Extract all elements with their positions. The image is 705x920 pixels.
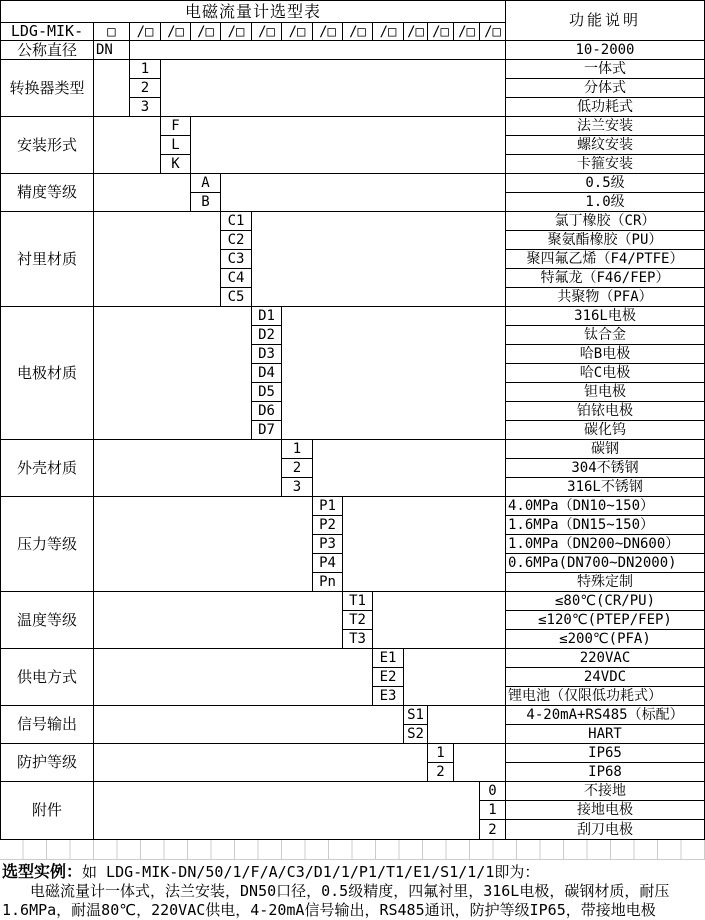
description-cell: 1.6MPa（DN15~150） xyxy=(506,516,704,535)
description-cell: HART xyxy=(506,725,704,744)
group-label: 转换器类型 xyxy=(1,60,94,117)
example-line-3: 1.6MPa，耐温80℃，220VAC供电，4-20mA信号输出，RS485通讯，防护等级IP65，带接地电极 xyxy=(2,901,656,919)
model-slot: /□ xyxy=(480,23,506,41)
empty-cell xyxy=(404,649,506,706)
description-cell: 1.0MPa（DN200~DN600） xyxy=(506,535,704,554)
code-cell: P3 xyxy=(313,535,343,554)
description-cell: 铂铱电极 xyxy=(506,402,704,421)
code-cell: C1 xyxy=(221,212,252,231)
description-cell: 10-2000 xyxy=(506,41,704,60)
function-column-header: 功能说明 xyxy=(506,1,704,41)
empty-cell xyxy=(94,649,373,706)
code-cell: 1 xyxy=(130,60,161,79)
empty-cell xyxy=(221,174,506,212)
empty-cell xyxy=(373,592,506,649)
description-cell: 聚四氟乙烯（F4/PTFE） xyxy=(506,250,704,269)
description-cell: 钛合金 xyxy=(506,326,704,345)
description-cell: 24VDC xyxy=(506,668,704,687)
model-slot: /□ xyxy=(161,23,191,41)
selection-example xyxy=(0,860,705,920)
model-slot: /□ xyxy=(404,23,428,41)
description-cell: 316L不锈钢 xyxy=(506,478,704,497)
code-cell: E3 xyxy=(373,687,404,706)
empty-cell xyxy=(130,41,506,60)
group-label: 供电方式 xyxy=(1,649,94,706)
table-title: 电磁流量计选型表 xyxy=(1,1,506,23)
group-label: 衬里材质 xyxy=(1,212,94,307)
description-cell: 法兰安装 xyxy=(506,117,704,136)
model-slot: /□ xyxy=(373,23,404,41)
empty-cell xyxy=(94,117,161,174)
empty-cell xyxy=(161,60,506,117)
code-cell: 1 xyxy=(282,440,313,459)
code-cell: B xyxy=(191,193,221,212)
description-cell: 0.5级 xyxy=(506,174,704,193)
code-cell: F xyxy=(161,117,191,136)
description-cell: 卡箍安装 xyxy=(506,155,704,174)
code-cell: 2 xyxy=(428,763,454,782)
example-intro: 如 LDG-MIK-DN/50/1/F/A/C3/D1/1/P1/T1/E1/S1/1/1即为： xyxy=(82,863,540,881)
code-cell: C4 xyxy=(221,269,252,288)
code-cell: 1 xyxy=(428,744,454,763)
description-cell: 不接地 xyxy=(506,782,704,801)
code-cell: K xyxy=(161,155,191,174)
description-cell: 哈B电极 xyxy=(506,345,704,364)
code-cell: D2 xyxy=(252,326,282,345)
empty-cell xyxy=(191,117,506,174)
model-slot: /□ xyxy=(454,23,480,41)
code-cell: 3 xyxy=(130,98,161,117)
group-label: 防护等级 xyxy=(1,744,94,782)
code-cell: 2 xyxy=(130,79,161,98)
group-label: 温度等级 xyxy=(1,592,94,649)
description-cell: 低功耗式 xyxy=(506,98,704,117)
model-prefix: LDG-MIK- xyxy=(1,23,94,41)
empty-cell xyxy=(313,440,506,497)
code-cell: 2 xyxy=(480,820,506,839)
empty-cell xyxy=(94,706,404,744)
description-cell: 1.0级 xyxy=(506,193,704,212)
code-cell: D1 xyxy=(252,307,282,326)
description-cell: 特氟龙（F46/FEP） xyxy=(506,269,704,288)
empty-cell xyxy=(94,592,343,649)
empty-cell xyxy=(343,497,506,592)
description-cell: 接地电极 xyxy=(506,801,704,820)
model-slot: /□ xyxy=(282,23,313,41)
code-cell: S1 xyxy=(404,706,428,725)
empty-cell xyxy=(94,744,428,782)
model-slot: /□ xyxy=(343,23,373,41)
description-cell: ≤120℃(PTEP/FEP) xyxy=(506,611,704,630)
empty-cell xyxy=(282,307,506,440)
group-label: 压力等级 xyxy=(1,497,94,592)
group-label: 电极材质 xyxy=(1,307,94,440)
description-cell: 220VAC xyxy=(506,649,704,668)
example-label: 选型实例： xyxy=(2,862,83,881)
code-cell: S2 xyxy=(404,725,428,744)
code-cell: T1 xyxy=(343,592,373,611)
description-cell: 特殊定制 xyxy=(506,573,704,592)
spreadsheet-gridline-strip xyxy=(0,840,705,860)
example-line-2: 电磁流量计一体式，法兰安装，DN50口径，0.5级精度，四氟衬里，316L电极，碳钢材质，耐压 xyxy=(30,882,670,900)
description-cell: 304不锈钢 xyxy=(506,459,704,478)
example-heading-line xyxy=(2,862,703,882)
code-cell: 1 xyxy=(480,801,506,820)
description-cell: 螺纹安装 xyxy=(506,136,704,155)
group-label: 附件 xyxy=(1,782,94,839)
description-cell: 哈C电极 xyxy=(506,364,704,383)
description-cell: 氯丁橡胶（CR） xyxy=(506,212,704,231)
description-cell: 共聚物（PFA） xyxy=(506,288,704,307)
group-label: 精度等级 xyxy=(1,174,94,212)
model-slot: /□ xyxy=(221,23,252,41)
code-cell: P4 xyxy=(313,554,343,573)
group-label: 信号输出 xyxy=(1,706,94,744)
description-cell: 4-20mA+RS485（标配） xyxy=(506,706,704,725)
model-slot: /□ xyxy=(252,23,282,41)
model-slot: /□ xyxy=(130,23,161,41)
code-cell: E1 xyxy=(373,649,404,668)
description-cell: 钽电极 xyxy=(506,383,704,402)
description-cell: ≤200℃(PFA) xyxy=(506,630,704,649)
code-cell: E2 xyxy=(373,668,404,687)
empty-cell xyxy=(94,174,191,212)
description-cell: 碳化钨 xyxy=(506,421,704,440)
empty-cell xyxy=(94,497,313,592)
empty-cell xyxy=(428,706,506,744)
empty-cell xyxy=(94,212,221,307)
model-slot: /□ xyxy=(191,23,221,41)
description-cell: 分体式 xyxy=(506,79,704,98)
code-cell: P2 xyxy=(313,516,343,535)
empty-cell xyxy=(94,60,130,117)
code-cell: Pn xyxy=(313,573,343,592)
description-cell: IP65 xyxy=(506,744,704,763)
row-label: 公称直径 xyxy=(1,41,94,60)
group-label: 外壳材质 xyxy=(1,440,94,497)
description-cell: 聚氨酯橡胶（PU） xyxy=(506,231,704,250)
description-cell: IP68 xyxy=(506,763,704,782)
code-cell: P1 xyxy=(313,497,343,516)
description-cell: 一体式 xyxy=(506,60,704,79)
code-cell: 0 xyxy=(480,782,506,801)
code-cell: D6 xyxy=(252,402,282,421)
empty-cell xyxy=(454,744,506,782)
code-cell: L xyxy=(161,136,191,155)
description-cell: ≤80℃(CR/PU) xyxy=(506,592,704,611)
code-cell: 3 xyxy=(282,478,313,497)
code-cell: A xyxy=(191,174,221,193)
description-cell: 碳钢 xyxy=(506,440,704,459)
code-cell: DN xyxy=(94,41,130,60)
empty-cell xyxy=(252,212,506,307)
description-cell: 刮刀电极 xyxy=(577,821,633,838)
code-cell: C3 xyxy=(221,250,252,269)
code-cell: T2 xyxy=(343,611,373,630)
description-cell: 0.6MPa(DN700~DN2000) xyxy=(506,554,704,573)
code-cell: D3 xyxy=(252,345,282,364)
code-cell: D7 xyxy=(252,421,282,440)
code-cell: T3 xyxy=(343,630,373,649)
description-cell: 4.0MPa（DN10~150） xyxy=(506,497,704,516)
empty-cell xyxy=(94,782,480,839)
code-cell: 2 xyxy=(282,459,313,478)
description-cell: 316L电极 xyxy=(506,307,704,326)
model-slot: /□ xyxy=(313,23,343,41)
code-cell: D5 xyxy=(252,383,282,402)
model-slot: /□ xyxy=(428,23,454,41)
code-cell: C2 xyxy=(221,231,252,250)
description-cell: 锂电池（仅限低功耗式） xyxy=(506,687,704,706)
group-label: 安装形式 xyxy=(1,117,94,174)
empty-cell xyxy=(94,307,252,440)
code-cell: D4 xyxy=(252,364,282,383)
code-cell: C5 xyxy=(221,288,252,307)
empty-cell xyxy=(94,440,282,497)
model-first-box: □ xyxy=(94,23,130,41)
